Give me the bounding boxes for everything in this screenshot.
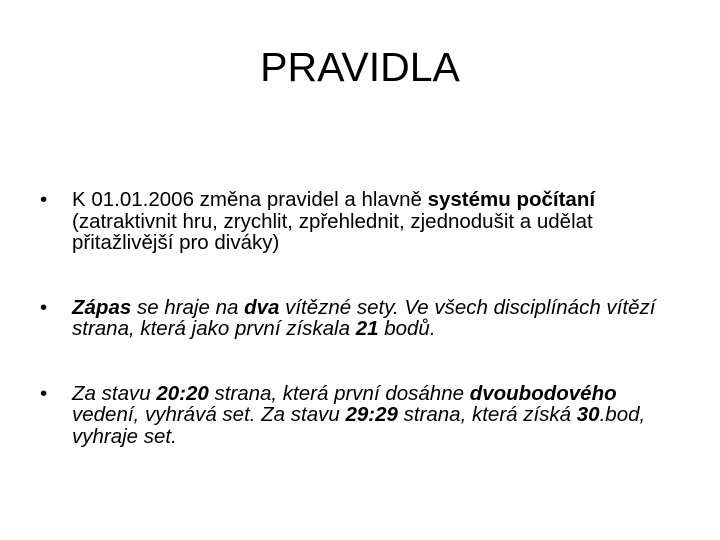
bold-text-segment: 30 [576,403,600,426]
bold-text-segment: Zápas [72,295,132,319]
text-segment: K 01.01.2006 změna pravidel a hlavně [72,188,428,211]
bullet-text [72,382,645,448]
bold-text-segment: 21 [355,317,379,340]
text-segment: strana, která získá [397,403,577,426]
bold-text-segment: dva [244,295,280,319]
bullet-text [72,296,655,341]
text-segment: (zatraktivnit hru, zrychlit, zpřehlednit, zjednodušit a udělat přitažlivější pro diváky) [72,209,593,254]
bullet-icon: • [40,295,48,319]
slide-title: PRAVIDLA [260,44,460,90]
text-segment: strana, která první dosáhne [208,381,470,405]
bold-text-segment: dvoubodového [469,381,617,405]
text-segment: .bod, vyhraje set. [72,403,646,448]
bullet-item-match-format [40,297,660,340]
text-segment: Za stavu [72,381,157,405]
text-segment: bodů. [378,317,436,340]
bold-text-segment: 20:20 [156,381,209,405]
bullet-icon: • [40,381,48,405]
text-segment: vítězné sety. Ve všech disciplínách vítězí strana, která jako první získala [72,295,656,340]
bullet-icon: • [40,188,48,211]
bullet-item-deuce-rule [40,383,660,448]
rules-bullet-list [40,189,660,447]
bullet-item-scoring-change [40,189,660,254]
text-segment: se hraje na [131,295,245,319]
text-segment: vedení, vyhrává set. Za stavu [72,403,346,426]
bold-text-segment: systému počítaní [427,188,596,211]
bold-text-segment: 29:29 [345,403,398,426]
bullet-text [72,188,595,254]
